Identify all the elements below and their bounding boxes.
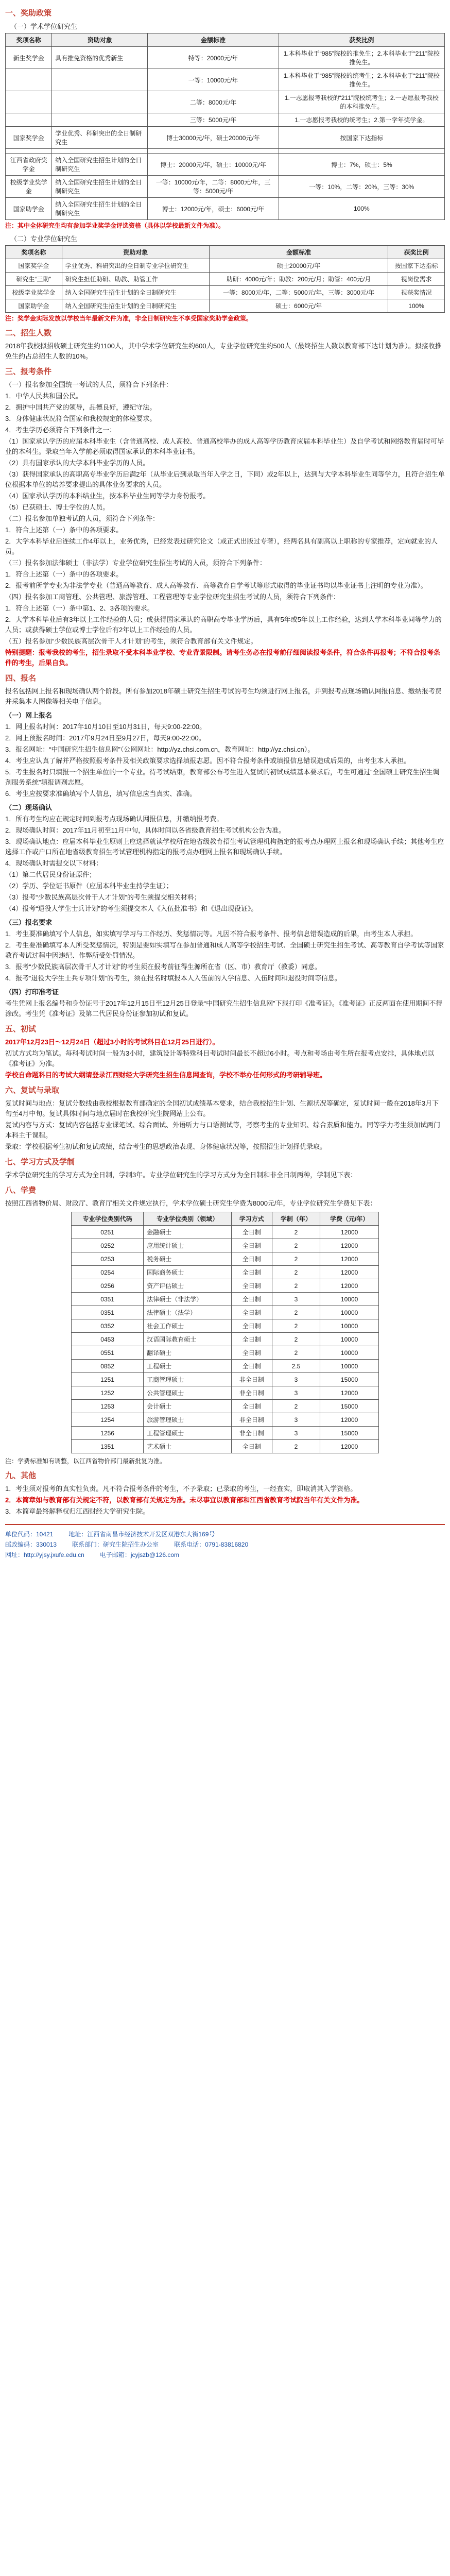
table-3-cell: 金融硕士 xyxy=(144,1226,232,1239)
table-row xyxy=(72,1239,379,1252)
list-item: 3．身体健康状况符合国家和我校规定的体检要求。 xyxy=(5,415,157,422)
table-1-cell xyxy=(6,113,52,127)
list-item: （3）报考“少数民族高层次骨干人才计划”的考生须提交相关材料； xyxy=(5,893,201,901)
table-1-cell: 纳入全国研究生招生计划的全日制研究生 xyxy=(52,154,148,176)
table-3-cell: 10000 xyxy=(320,1346,379,1360)
table-3-cell: 1256 xyxy=(72,1427,144,1440)
footer-address: 地址：江西省南昌市经济技术开发区双港东大街169号 xyxy=(68,1531,215,1538)
table-3-cell: 法律硕士（非法学） xyxy=(144,1293,232,1306)
table-1 xyxy=(5,33,445,220)
mode-paragraph: 学术学位研究生的学习方式为全日制，学制3年。专业学位研究生的学习方式分为全日制和非全日制两种，学制见下表： xyxy=(5,1171,357,1179)
table-3-cell: 2 xyxy=(272,1252,320,1266)
table-1-cell: 纳入全国研究生招生计划的全日制研究生 xyxy=(52,198,148,220)
list-item: 1．所有考生均应在规定时间到报考点现场确认网报信息，并缴纳报考费。 xyxy=(5,815,223,823)
table-1-cell: 校级学业奖学金 xyxy=(6,176,52,198)
list-item: 1．中华人民共和国公民。 xyxy=(5,392,83,400)
section-1-title: 一、奖助政策 xyxy=(5,9,52,18)
table-3-cell: 非全日制 xyxy=(232,1413,272,1427)
table-row xyxy=(6,69,445,91)
table-3-cell: 1351 xyxy=(72,1440,144,1453)
table-3-header-2: 学习方式 xyxy=(232,1212,272,1226)
footer-zip: 邮政编码：330013 xyxy=(5,1541,57,1548)
recruit-paragraph: 2018年我校拟招收硕士研究生约1100人，其中学术学位研究生约600人，专业学位研究生约500人（最终招生人数以教育部下达计划为准）。拟接收推免生约占总招生人数的10%。 xyxy=(5,342,442,360)
list-item: 3．报考“少数民族高层次骨干人才计划”的考生须在报考前征得生源所在省（区、市）教育厅（教委）同意。 xyxy=(5,963,321,971)
list-item: 2．大学本科毕业后有3年以上工作经验的人员；或获得国家承认的高职高专毕业学历后，具有5年或5年以上工作经验，达到大学本科毕业同等学力的人员；或获得硕士学位或博士学位后有2年以上工作经验的人员。 xyxy=(5,616,442,634)
table-3-cell: 10000 xyxy=(320,1333,379,1346)
list-item: （1）国家承认学历的应届本科毕业生（含普通高校、成人高校、普通高校举办的成人高等学历教育应届本科毕业生）及自学考试和网络教育届时可毕业的本科生。录取当年入学前必须取得国家承认的本科毕业证书。 xyxy=(5,437,444,455)
retest-paragraph-2: 复试内容与方式：复试内容包括专业课笔试、综合面试、外语听力与口语测试等，考察考生的专业知识、综合素质和能力。同等学力考生须加试两门本科主干课程。 xyxy=(5,1121,441,1139)
registration-online-title: （一）网上报名 xyxy=(5,711,53,719)
table-3-cell: 15000 xyxy=(320,1400,379,1413)
table-1-cell: 国家助学金 xyxy=(6,198,52,220)
table-2-cell: 视岗位需求 xyxy=(388,273,445,286)
table-3-cell: 全日制 xyxy=(232,1346,272,1360)
list-item: （4）报考“退役大学生士兵计划”的考生须提交本人《入伍批准书》和《退出现役证》。 xyxy=(5,905,258,912)
table-3-cell: 全日制 xyxy=(232,1293,272,1306)
table-row xyxy=(72,1360,379,1373)
table-1-cell xyxy=(6,91,52,113)
table-3-header-4: 学费（元/年） xyxy=(320,1212,379,1226)
fee-note: 注：学费标准如有调整，以江西省物价部门最新批复为准。 xyxy=(5,1458,166,1465)
table-3-cell: 12000 xyxy=(320,1266,379,1279)
table-3-cell: 10000 xyxy=(320,1319,379,1333)
list-item: （2）学历、学位证书原件（应届本科毕业生持学生证）； xyxy=(5,882,173,890)
table-3-cell: 10000 xyxy=(320,1360,379,1373)
table-3-cell: 非全日制 xyxy=(232,1427,272,1440)
table-3-cell: 0551 xyxy=(72,1346,144,1360)
table-row xyxy=(72,1346,379,1360)
table-2-cell: 学业优秀、科研突出的全日制专业学位研究生 xyxy=(62,259,209,273)
table-1-cell: 国家奖学金 xyxy=(6,127,52,149)
table-3-cell: 会计硕士 xyxy=(144,1400,232,1413)
table-2-cell: 一等：8000元/年，二等：5000元/年，三等：3000元/年 xyxy=(209,286,388,299)
section-2-title: 二、招生人数 xyxy=(5,329,52,337)
list-item: 2．大学本科毕业后连续工作4年以上，业务优秀，已经发表过研究论文（或正式出版过专著），经两名具有副高以上职称的专家推荐，定向就业的人员。 xyxy=(5,537,438,555)
other-2: 2．本简章如与教育部有关规定不符，以教育部有关规定为准。未尽事宜以教育部和江西省教育考试院当年有关文件为准。 xyxy=(5,1496,364,1504)
registration-confirm-list xyxy=(5,814,445,914)
table-row xyxy=(72,1413,379,1427)
table-1-note: 注：其中全体研究生均有参加学业奖学金评选资格（具体以学校最新文件为准）。 xyxy=(5,222,225,229)
table-3-cell: 全日制 xyxy=(232,1440,272,1453)
table-row xyxy=(6,286,445,299)
table-3-cell: 2 xyxy=(272,1226,320,1239)
table-2-cell: 纳入全国研究生招生计划的全日制研究生 xyxy=(62,299,209,313)
table-1-cell: 1.本科毕业于“985”院校的统考生；2.本科毕业于“211”院校推免生。 xyxy=(279,69,444,91)
table-3-cell: 应用统计硕士 xyxy=(144,1239,232,1252)
table-1-cell xyxy=(52,113,148,127)
ticket-title: （四）打印准考证 xyxy=(5,988,59,996)
list-item: 1．网上报名时间：2017年10月10日至10月31日，每天9:00-22:00。 xyxy=(5,723,206,731)
list-item: 2．现场确认时间：2017年11月初至11月中旬，具体时间以各省级教育招生考试机构公告为准。 xyxy=(5,826,286,834)
table-1-cell xyxy=(52,91,148,113)
table-3-cell: 3 xyxy=(272,1386,320,1400)
table-3-cell: 12000 xyxy=(320,1279,379,1293)
table-3-cell: 0453 xyxy=(72,1333,144,1346)
table-3-cell: 10000 xyxy=(320,1293,379,1306)
table-1-cell: 一等：10000元/年，二等：8000元/年，三等：5000元/年 xyxy=(148,176,279,198)
footer-web-link[interactable]: 网址：http://yjsy.jxufe.edu.cn xyxy=(5,1551,84,1558)
table-2-cell: 硕士20000元/年 xyxy=(209,259,388,273)
footer-contact: 联系部门：研究生院招生办公室 xyxy=(72,1541,159,1548)
list-item: 1．符合上述第（一）条中第1、2、3各项的要求。 xyxy=(5,604,154,612)
list-item: 1．考生要准确填写个人信息，如实填写学习与工作经历、奖惩情况等。凡因不符合报考条件、报考信息错误造成的后果，由考生本人承担。 xyxy=(5,930,418,938)
table-3-cell: 国际商务硕士 xyxy=(144,1266,232,1279)
list-item: （1）第二代居民身份证原件； xyxy=(5,871,96,878)
table-row xyxy=(6,259,445,273)
list-item: （2）具有国家承认的大学本科毕业学历的人员。 xyxy=(5,459,150,467)
table-1-cell: 纳入全国研究生招生计划的全日制研究生 xyxy=(52,176,148,198)
table-3-cell: 全日制 xyxy=(232,1226,272,1239)
list-item: 1．符合上述第（一）条中的各项要求。 xyxy=(5,526,123,534)
list-item: 2．网上预报名时间：2017年9月24日至9月27日，每天9:00-22:00。 xyxy=(5,734,205,742)
table-1-cell: 二等：8000元/年 xyxy=(148,91,279,113)
list-item: （五）报名参加“少数民族高层次骨干人才计划”的考生，须符合教育部有关文件规定。 xyxy=(5,637,257,645)
table-3 xyxy=(71,1212,379,1453)
table-3-cell: 3 xyxy=(272,1413,320,1427)
table-3-cell: 全日制 xyxy=(232,1252,272,1266)
table-1-header-row xyxy=(6,33,445,47)
table-2-cell: 国家助学金 xyxy=(6,299,62,313)
footer-code: 单位代码：10421 xyxy=(5,1531,54,1538)
table-3-cell: 12000 xyxy=(320,1386,379,1400)
table-3-header-1: 专业学位类别（领域） xyxy=(144,1212,232,1226)
other-3: 3．本简章最终解释权归江西财经大学研究生院。 xyxy=(5,1507,150,1515)
table-2-header-3: 获奖比例 xyxy=(388,246,445,259)
list-item: （4）国家承认学历的本科结业生，按本科毕业生同等学力身份报考。 xyxy=(5,492,210,500)
table-1-cell: 按国家下达指标 xyxy=(279,127,444,149)
table-3-cell: 0253 xyxy=(72,1252,144,1266)
table-1-cell: 博士：20000元/年，硕士：10000元/年 xyxy=(148,154,279,176)
page xyxy=(5,0,445,1564)
table-row xyxy=(6,91,445,113)
registration-intro: 报名包括网上报名和现场确认两个阶段。所有参加2018年硕士研究生招生考试的考生均须进行网上报名，并到报考点现场确认网报信息、缴纳报考费并采集本人图像等相关电子信息。 xyxy=(5,687,442,705)
table-3-cell: 12000 xyxy=(320,1239,379,1252)
table-3-cell: 2 xyxy=(272,1266,320,1279)
section-6-title: 六、复试与录取 xyxy=(5,1086,60,1095)
table-3-cell: 工程管理硕士 xyxy=(144,1427,232,1440)
section-7-title: 七、学习方式及学制 xyxy=(5,1158,75,1166)
table-2-header-1: 资助对象 xyxy=(62,246,209,259)
table-3-cell: 0256 xyxy=(72,1279,144,1293)
table-2 xyxy=(5,245,445,313)
table-1-cell: 100% xyxy=(279,198,444,220)
table-row xyxy=(72,1319,379,1333)
table-3-cell: 2 xyxy=(272,1333,320,1346)
table-3-cell: 2 xyxy=(272,1239,320,1252)
table-2-cell: 100% xyxy=(388,299,445,313)
table-3-cell: 全日制 xyxy=(232,1266,272,1279)
table-2-body xyxy=(6,259,445,313)
list-item: 6．考生应按要求准确填写个人信息，填写信息应当真实、准确。 xyxy=(5,790,197,798)
table-2-cell: 视获奖情况 xyxy=(388,286,445,299)
table-3-cell: 社会工作硕士 xyxy=(144,1319,232,1333)
table-3-cell: 15000 xyxy=(320,1427,379,1440)
section-9-title: 九、其他 xyxy=(5,1471,37,1480)
table-1-cell: 新生奖学金 xyxy=(6,47,52,69)
table-3-cell: 0351 xyxy=(72,1306,144,1319)
list-item: 5．考生报名时只填报一个招生单位的一个专业。待考试结束，教育部公布考生进入复试的初试成绩基本要求后，考生可通过“全国硕士研究生招生调剂服务系统”填报调剂志愿。 xyxy=(5,768,440,786)
retest-paragraph: 复试时间与地点：复试分数线由我校根据教育部确定的全国初试成绩基本要求，结合我校招生计划、生源状况等确定，复试时间一般在2018年3月下旬至4月中旬。复试具体时间与地点届时在我校研究生院网站上公布。 xyxy=(5,1099,439,1117)
section-5-title: 五、初试 xyxy=(5,1025,37,1033)
table-row xyxy=(72,1293,379,1306)
table-3-cell: 全日制 xyxy=(232,1279,272,1293)
table-row xyxy=(6,176,445,198)
table-3-cell: 旅游管理硕士 xyxy=(144,1413,232,1427)
ticket-paragraph: 考生凭网上报名编号和身份证号于2017年12月15日至12月25日登录“中国研究生招生信息网”下载打印《准考证》。《准考证》正反两面在使用期间不得涂改。考生凭《准考证》及第二代居民身份证参加初试和复试。 xyxy=(5,999,443,1018)
table-3-cell: 2 xyxy=(272,1440,320,1453)
table-1-cell: 一等：10%，二等：20%，三等：30% xyxy=(279,176,444,198)
table-row xyxy=(72,1373,379,1386)
table-3-cell: 12000 xyxy=(320,1252,379,1266)
registration-confirm-title: （二）现场确认 xyxy=(5,804,53,811)
list-item: （5）已获硕士、博士学位的人员。 xyxy=(5,503,110,511)
table-3-body xyxy=(72,1226,379,1453)
registration-online-list xyxy=(5,722,445,799)
table-row xyxy=(72,1400,379,1413)
list-item: 2．拥护中国共产党的领导，品德良好，遵纪守法。 xyxy=(5,403,157,411)
conditions-warning: 特别提醒：报考我校的考生，招生录取不受本科毕业学校、专业背景限制。请考生务必在报考前仔细阅读报考条件，符合条件再报考；不符合报考条件的考生，后果自负。 xyxy=(5,649,441,667)
list-item: 1．符合上述第（一）条中的各项要求。 xyxy=(5,570,123,578)
table-3-cell: 非全日制 xyxy=(232,1386,272,1400)
table-3-cell: 工程硕士 xyxy=(144,1360,232,1373)
table-3-cell: 0351 xyxy=(72,1293,144,1306)
table-3-cell: 非全日制 xyxy=(232,1373,272,1386)
table-2-header-0: 奖项名称 xyxy=(6,246,62,259)
table-3-cell: 税务硕士 xyxy=(144,1252,232,1266)
list-item: （3）获得国家承认的高职高专毕业学历后满2年（从毕业后到录取当年入学之日，下同）或2年以上，达到与大学本科毕业生同等学力，且符合招生单位根据本单位的培养要求提出的具体业务要求的人员。 xyxy=(5,470,445,488)
table-2-cell: 助研：4000元/年；助教：200元/月；助管：400元/月 xyxy=(209,273,388,286)
table-2-cell: 研究生“三助” xyxy=(6,273,62,286)
table-3-cell: 全日制 xyxy=(232,1239,272,1252)
table-3-cell: 翻译硕士 xyxy=(144,1346,232,1360)
list-item: 2．报考前所学专业为非法学专业（普通高等教育、成人高等教育、高等教育自学考试等形式取得的毕业证书均以毕业证书上注明的专业为准）。 xyxy=(5,582,427,589)
fee-paragraph: 按照江西省物价局、财政厅、教育厅相关文件规定执行，学术学位硕士研究生学费为8000元/年，专业学位研究生学费见下表： xyxy=(5,1199,377,1207)
list-item: 3．现场确认地点：应届本科毕业生原则上应选择就读学校所在地省级教育招生考试管理机构指定的报考点办理网上报名和现场确认手续；其他考生应选择工作或户口所在地省级教育招生考试管理机构指定的报考点办理网上报名和现场确认手续。 xyxy=(5,838,444,856)
table-3-cell: 12000 xyxy=(320,1413,379,1427)
table-row xyxy=(72,1386,379,1400)
table-row xyxy=(6,198,445,220)
table-1-cell: 学业优秀、科研突出的全日制研究生 xyxy=(52,127,148,149)
table-3-cell: 0352 xyxy=(72,1319,144,1333)
table-1-cell: 具有推免资格的优秀新生 xyxy=(52,47,148,69)
table-1-header-3: 获奖比例 xyxy=(279,33,444,47)
table-row xyxy=(6,273,445,286)
table-row xyxy=(72,1333,379,1346)
registration-requirement-list xyxy=(5,929,445,984)
table-3-cell: 12000 xyxy=(320,1440,379,1453)
table-3-cell: 全日制 xyxy=(232,1333,272,1346)
table-3-cell: 1252 xyxy=(72,1386,144,1400)
table-row xyxy=(6,149,445,154)
table-1-cell xyxy=(52,149,148,154)
table-1-cell: 1.本科毕业于“985”院校的推免生；2.本科毕业于“211”院校推免生。 xyxy=(279,47,444,69)
table-3-cell: 0252 xyxy=(72,1239,144,1252)
list-item: 4．考生应认真了解并严格按照报考条件及相关政策要求选择填报志愿。因不符合报考条件或填报信息错误造成后果的，由考生本人承担。 xyxy=(5,757,411,765)
table-1-cell: 1.一志愿报考我校的统考生；2.第一学年奖学金。 xyxy=(279,113,444,127)
exam-date: 2017年12月23日～12月24日（超过3小时的考试科目在12月25日进行）。 xyxy=(5,1038,219,1046)
table-3-cell: 2 xyxy=(272,1319,320,1333)
table-3-cell: 法律硕士（法学） xyxy=(144,1306,232,1319)
table-1-header-0: 奖项名称 xyxy=(6,33,52,47)
table-1-cell: 博士：12000元/年，硕士：6000元/年 xyxy=(148,198,279,220)
table-3-cell: 3 xyxy=(272,1293,320,1306)
table-1-cell: 一等：10000元/年 xyxy=(148,69,279,91)
table-2-header-2: 金额标准 xyxy=(209,246,388,259)
table-2-note: 注：奖学金实际发放以学校当年最新文件为准，非全日制研究生不享受国家奖助学金政策。 xyxy=(5,315,253,322)
table-2-cell: 研究生担任助研、助教、助管工作 xyxy=(62,273,209,286)
table-row xyxy=(72,1226,379,1239)
table-3-cell: 公共管理硕士 xyxy=(144,1386,232,1400)
table-3-cell: 0852 xyxy=(72,1360,144,1373)
table-2-cell: 校级学业奖学金 xyxy=(6,286,62,299)
table-2-caption: （二）专业学位研究生 xyxy=(10,235,78,243)
table-3-cell: 1254 xyxy=(72,1413,144,1427)
footer-phone: 联系电话：0791-83816820 xyxy=(174,1541,249,1548)
table-3-header-0: 专业学位类别代码 xyxy=(72,1212,144,1226)
other-1: 1．考生须对报考的真实性负责。凡不符合报考条件的考生，不予录取；已录取的考生，一经查实，即取消其入学资格。 xyxy=(5,1485,357,1493)
table-1-cell: 博士30000元/年，硕士20000元/年 xyxy=(148,127,279,149)
list-item: 4．考生学历必须符合下列条件之一： xyxy=(5,426,116,434)
table-3-cell: 2.5 xyxy=(272,1360,320,1373)
exam-scope: 学校自命题科目的考试大纲请登录江西财经大学研究生招生信息网查询，学校不举办任何形式的考研辅导班。 xyxy=(5,1071,327,1079)
list-item: （四）报名参加工商管理、公共管理、旅游管理、工程管理等专业学位研究生招生考试的人员，须符合下列条件： xyxy=(5,593,340,601)
table-3-cell: 2 xyxy=(272,1346,320,1360)
table-2-cell: 纳入全国研究生招生计划的全日制研究生 xyxy=(62,286,209,299)
table-3-cell: 10000 xyxy=(320,1306,379,1319)
table-row xyxy=(72,1266,379,1279)
list-item: 2．考生要准确填写本人所受奖惩情况，特别是要如实填写在参加普通和成人高等学校招生考试、全国硕士研究生招生考试、高等教育自学考试等国家教育考试过程中因违纪、作弊所受处罚情况。 xyxy=(5,941,444,959)
list-item: 4．现场确认时需提交以下材料： xyxy=(5,859,103,867)
table-3-cell: 2 xyxy=(272,1400,320,1413)
section-3-title: 三、报考条件 xyxy=(5,367,52,376)
table-3-cell: 15000 xyxy=(320,1373,379,1386)
table-1-cell xyxy=(6,149,52,154)
table-3-cell: 0254 xyxy=(72,1266,144,1279)
table-1-cell: 1.一志愿报考我校的“211”院校统考生；2.一志愿报考我校的本科推免生。 xyxy=(279,91,444,113)
table-3-cell: 1253 xyxy=(72,1400,144,1413)
table-3-cell: 艺术硕士 xyxy=(144,1440,232,1453)
table-row xyxy=(72,1427,379,1440)
list-item: （三）报名参加法律硕士（非法学）专业学位研究生招生考试的人员，须符合下列条件： xyxy=(5,559,267,567)
table-1-cell xyxy=(52,69,148,91)
list-item: 4．报考“退役大学生士兵专项计划”的考生，须在报名时填报本人入伍前的入学信息、入伍时间和退役时间等信息。 xyxy=(5,974,341,982)
table-1-cell: 三等：5000元/年 xyxy=(148,113,279,127)
table-1-cell xyxy=(6,69,52,91)
table-row xyxy=(72,1306,379,1319)
table-1-cell xyxy=(279,149,444,154)
table-3-cell: 0251 xyxy=(72,1226,144,1239)
table-3-cell: 全日制 xyxy=(232,1400,272,1413)
table-row xyxy=(6,154,445,176)
table-2-cell: 国家奖学金 xyxy=(6,259,62,273)
list-item: （二）报名参加单独考试的人员，须符合下列条件： xyxy=(5,515,160,522)
table-3-cell: 2 xyxy=(272,1306,320,1319)
section-4-title: 四、报名 xyxy=(5,674,37,683)
table-3-cell: 3 xyxy=(272,1373,320,1386)
section-8-title: 八、学费 xyxy=(5,1186,37,1195)
table-1-cell: 特等：20000元/年 xyxy=(148,47,279,69)
table-1-header-1: 资助对象 xyxy=(52,33,148,47)
table-3-cell: 全日制 xyxy=(232,1319,272,1333)
table-1-cell xyxy=(148,149,279,154)
table-3-cell: 汉语国际教育硕士 xyxy=(144,1333,232,1346)
table-1-cell: 江西省政府奖学金 xyxy=(6,154,52,176)
admit-paragraph: 录取：学校根据考生初试和复试成绩，结合考生的思想政治表现、身体健康状况等，按照招生计划择优录取。 xyxy=(5,1143,327,1150)
table-row xyxy=(6,127,445,149)
table-row xyxy=(6,299,445,313)
exam-paragraph: 初试方式均为笔试。每科考试时间一般为3小时，建筑设计等特殊科目考试时间最长不超过6小时。考点和考场由考生所在报考点安排，具体地点以《准考证》为准。 xyxy=(5,1049,435,1067)
footer xyxy=(5,1524,445,1559)
table-1-cell: 博士：7%，硕士：5% xyxy=(279,154,444,176)
table-3-cell: 3 xyxy=(272,1427,320,1440)
table-3-cell: 12000 xyxy=(320,1226,379,1239)
table-3-cell: 工商管理硕士 xyxy=(144,1373,232,1386)
table-2-cell: 按国家下达指标 xyxy=(388,259,445,273)
table-3-header-3: 学制（年） xyxy=(272,1212,320,1226)
table-3-cell: 资产评估硕士 xyxy=(144,1279,232,1293)
table-3-cell: 1251 xyxy=(72,1373,144,1386)
footer-email-link[interactable]: 电子邮箱：jcyjszb@126.com xyxy=(99,1551,180,1558)
conditions-list xyxy=(5,391,445,647)
table-2-cell: 硕士：6000元/年 xyxy=(209,299,388,313)
table-row xyxy=(72,1252,379,1266)
conditions-intro: （一）报名参加全国统一考试的人员，须符合下列条件： xyxy=(5,381,173,388)
table-1-caption: （一）学术学位研究生 xyxy=(10,23,78,30)
table-3-cell: 全日制 xyxy=(232,1360,272,1373)
table-row xyxy=(72,1279,379,1293)
table-1-body xyxy=(6,47,445,220)
table-3-cell: 全日制 xyxy=(232,1306,272,1319)
list-item: 3．报名网址：“中国研究生招生信息网”（公网网址：http://yz.chsi.com.cn，教育网址：http://yz.chsi.cn）。 xyxy=(5,745,315,753)
table-row xyxy=(72,1440,379,1453)
table-3-header-row xyxy=(72,1212,379,1226)
table-2-header-row xyxy=(6,246,445,259)
table-row xyxy=(6,47,445,69)
table-3-cell: 2 xyxy=(272,1279,320,1293)
registration-requirement-title: （三）报名要求 xyxy=(5,919,53,926)
table-1-header-2: 金额标准 xyxy=(148,33,279,47)
table-row xyxy=(6,113,445,127)
